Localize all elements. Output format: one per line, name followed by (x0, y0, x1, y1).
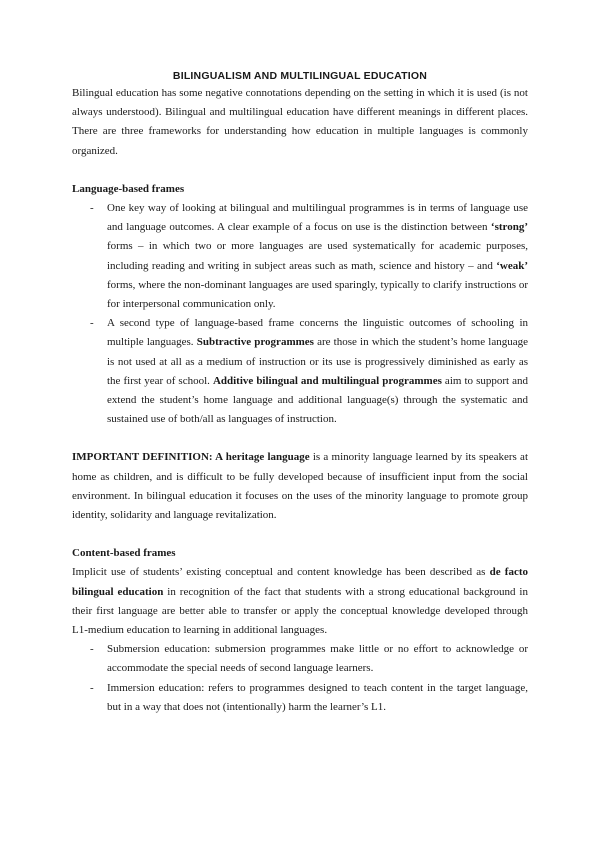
spacer (72, 429, 528, 448)
weak-term: ‘weak’ (496, 259, 528, 272)
definition-label: IMPORTANT DEFINITION: A (72, 451, 226, 464)
additive-term: Additive bilingual and multilingual programmes (212, 374, 442, 387)
strong-term: ‘strong’ (490, 221, 528, 234)
language-based-heading: Language-based frames (72, 182, 185, 195)
intro-paragraph: Bilingual education has some negative connotations depending on the setting in which it is used (is not always understood). Bilingual and multilingual education have different meanings in different places. There are three frameworks for understanding how education in multiple languages is commonly organized. (72, 87, 528, 157)
list-item: - Submersion education: submersion programmes make little or no effort to acknowledge or accommodate the special needs of second language learners. (107, 640, 528, 678)
spacer (72, 525, 528, 544)
content-based-heading: Content-based frames (72, 547, 176, 560)
heritage-language-term: heritage language (225, 451, 310, 464)
document-title: BILINGUALISM AND MULTILINGUAL EDUCATION (172, 70, 428, 82)
list-item: - Immersion education: refers to programmes designed to teach content in the target language, but in a way that does not (intentionally) harm the learner’s L1. (107, 679, 528, 717)
content-based-list (72, 640, 528, 717)
de-facto-term: de facto bilingual education (72, 566, 528, 598)
definition-paragraph: IMPORTANT DEFINITION: A heritage language is a minority language learned by its speakers at home as children, and is difficult to be fully developed because of insufficient input from the social environment. In bilingual education it focuses on the uses of the minority language to promote group identity, solidarity and language revitalization. (72, 451, 528, 522)
subtractive-term: Subtractive programmes (196, 336, 314, 349)
language-based-list (72, 199, 528, 429)
spacer (72, 161, 528, 180)
content-based-paragraph: Implicit use of students’ existing conceptual and content knowledge has been described as de facto bilingual education in recognition of the fact that students with a strong educational background in their first language are better able to transfer or apply the conceptual knowledge developed through L1-medium education to learning in additional languages. (72, 566, 528, 637)
list-item: - A second type of language-based frame concerns the linguistic outcomes of schooling in multiple languages. Subtractive programmes are those in which the student’s home language is not used at all as a medium of instruction or its use is progressively diminished as early as the first year of school. Additive bilingual and multilingual programmes aim to support and extend the student’s home language and additional language(s) through the systematic and sustained use of both/all as languages of instruction. (107, 314, 528, 429)
list-item: - One key way of looking at bilingual and multilingual programmes is in terms of language use and language outcomes. A clear example of a focus on use is the distinction between ‘strong’ forms – in which two or more languages are used systematically for academic purposes, including reading and writing in subject areas such as math, science and history – and ‘weak’ forms, where the non-dominant languages are used sparingly, typically to clarify instructions or for interpersonal communication only. (107, 199, 528, 314)
